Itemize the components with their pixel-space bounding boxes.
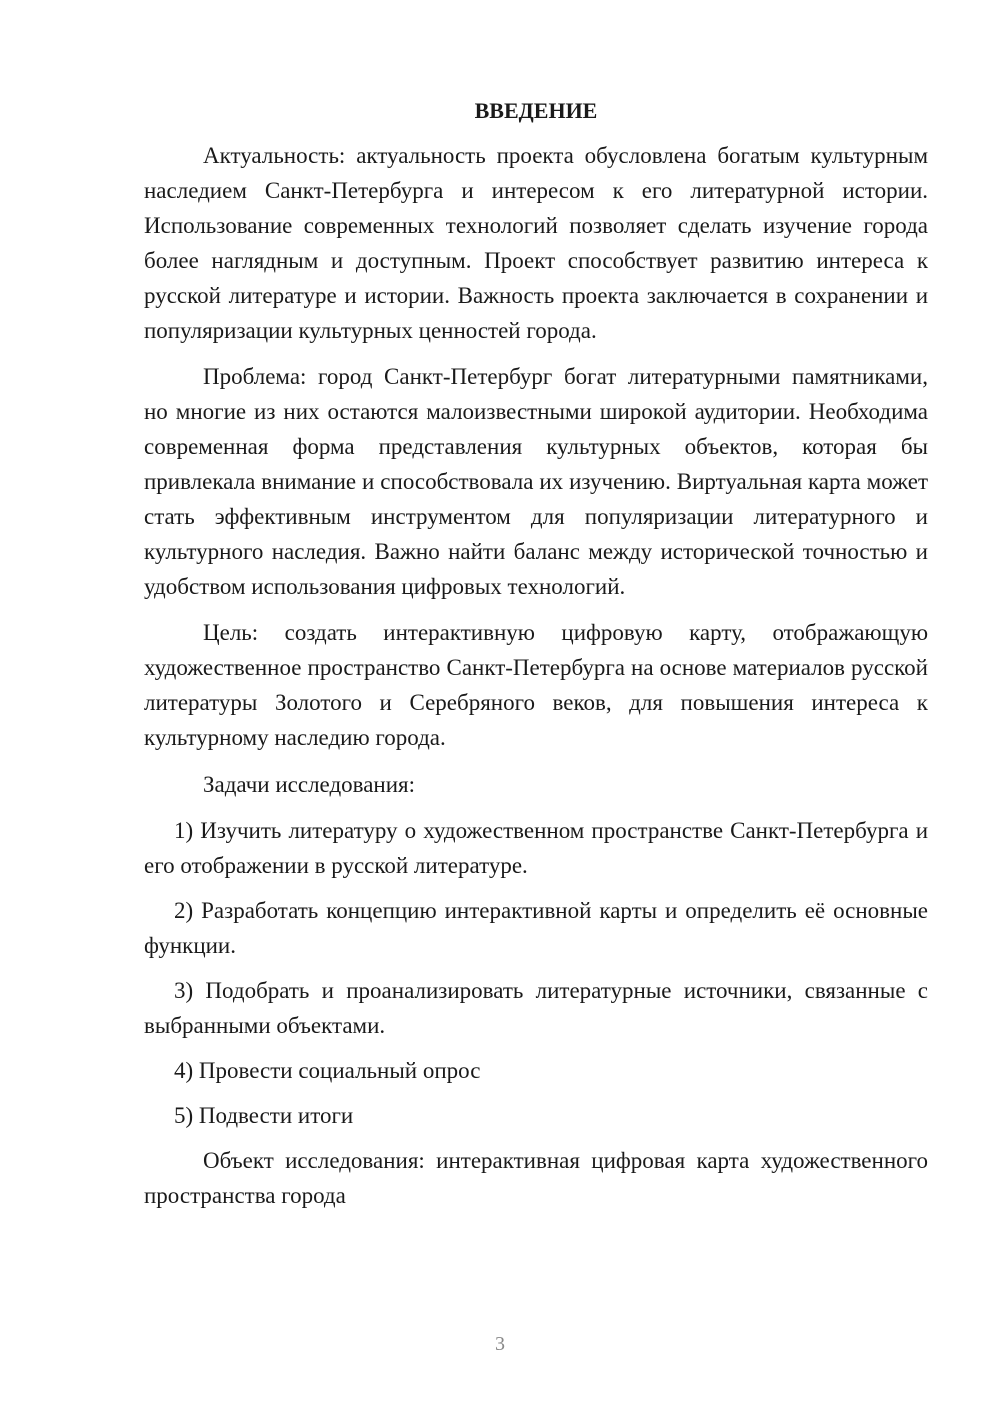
page-number: 3 xyxy=(495,1333,505,1355)
section-title: ВВЕДЕНИЕ xyxy=(474,98,598,123)
task-item-4: 4) Провести социальный опрос xyxy=(174,1058,481,1083)
task-item-2: 2) Разработать концепцию интерактивной карты и определить её основные функции. xyxy=(144,898,928,958)
paragraph-goal: Цель: создать интерактивную цифровую карту, отображающую художественное пространство Санкт-Петербурга на основе материалов русской литературы Золотого и Серебряного веков, для повышения интереса к культурному наследию города. xyxy=(144,620,928,750)
task-item-5: 5) Подвести итоги xyxy=(174,1103,354,1128)
tasks-heading: Задачи исследования: xyxy=(203,772,416,797)
paragraph-relevance: Актуальность: актуальность проекта обусловлена богатым культурным наследием Санкт-Петербурга и интересом к его литературной истории. Использование современных технологий позволяет сделать изучение города более наглядным и доступным. Проект способствует развитию интереса к русской литературе и истории. Важность проекта заключается в сохранении и популяризации культурных ценностей города. xyxy=(144,143,928,343)
task-item-1: 1) Изучить литературу о художественном пространстве Санкт-Петербурга и его отображении в русской литературе. xyxy=(144,818,928,878)
paragraph-problem: Проблема: город Санкт-Петербург богат литературными памятниками, но многие из них остаются малоизвестными широкой аудитории. Необходима современная форма представления культурных объектов, которая бы привлекала внимание и способствовала их изучению. Виртуальная карта может стать эффективным инструментом для популяризации литературного и культурного наследия. Важно найти баланс между исторической точностью и удобством использования цифровых технологий. xyxy=(144,364,928,599)
task-item-3: 3) Подобрать и проанализировать литературные источники, связанные с выбранными объектами. xyxy=(144,978,928,1038)
document-page xyxy=(144,96,928,1224)
paragraph-object: Объект исследования: интерактивная цифровая карта художественного пространства города xyxy=(144,1148,928,1208)
